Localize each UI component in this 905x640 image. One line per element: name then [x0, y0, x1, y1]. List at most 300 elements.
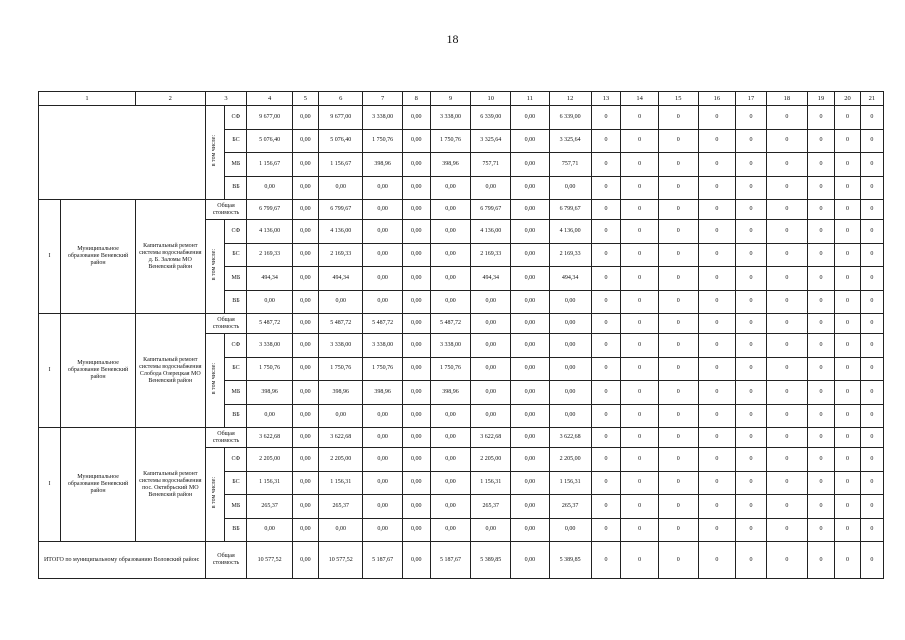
- value-cell: 265,37: [247, 495, 292, 519]
- header-cell: 17: [736, 92, 767, 106]
- value-cell: 0: [658, 243, 698, 267]
- value-cell: 0: [591, 314, 621, 334]
- total-label: Общая стоимость: [205, 314, 247, 334]
- value-cell: 0,00: [549, 357, 591, 381]
- value-cell: 0,00: [511, 542, 550, 579]
- value-cell: 0: [698, 471, 736, 495]
- value-cell: 0,00: [511, 495, 550, 519]
- value-cell: 0: [807, 153, 835, 177]
- value-cell: 0: [807, 129, 835, 153]
- value-cell: 0: [736, 220, 767, 244]
- value-cell: 9 677,00: [319, 106, 363, 130]
- municipality-cell: Муниципальное образование Веневский район: [61, 200, 136, 314]
- object-name-cell: Капитальный ремонт системы водоснабжения пос. Октябрьский МО Веневский район: [136, 428, 205, 542]
- value-cell: 0,00: [292, 428, 318, 448]
- value-cell: 0: [766, 129, 807, 153]
- value-cell: 0,00: [511, 106, 550, 130]
- value-cell: 0,00: [402, 542, 430, 579]
- value-cell: 0,00: [363, 518, 403, 542]
- value-cell: 0: [860, 471, 883, 495]
- value-cell: 0: [807, 357, 835, 381]
- value-cell: 0: [621, 518, 659, 542]
- fund-label: СФ: [225, 106, 247, 130]
- fund-label: БС: [225, 243, 247, 267]
- municipality-cell: Муниципальное образование Веневский район: [61, 428, 136, 542]
- value-cell: 0,00: [430, 471, 471, 495]
- value-cell: 0,00: [511, 381, 550, 405]
- value-cell: 5 389,85: [471, 542, 511, 579]
- value-cell: 0: [621, 267, 659, 291]
- value-cell: 0: [736, 334, 767, 358]
- value-cell: 0: [591, 243, 621, 267]
- value-cell: 0: [621, 314, 659, 334]
- value-cell: 4 136,00: [247, 220, 292, 244]
- value-cell: 0: [766, 381, 807, 405]
- value-cell: 3 338,00: [363, 106, 403, 130]
- value-cell: 757,71: [471, 153, 511, 177]
- value-cell: 0,00: [430, 290, 471, 314]
- value-cell: 0: [766, 243, 807, 267]
- value-cell: 0: [621, 153, 659, 177]
- value-cell: 265,37: [319, 495, 363, 519]
- value-cell: 0: [658, 448, 698, 472]
- value-cell: 0: [698, 153, 736, 177]
- value-cell: 6 799,67: [549, 200, 591, 220]
- value-cell: 1 750,76: [430, 129, 471, 153]
- fund-label: БС: [225, 129, 247, 153]
- value-cell: 0,00: [549, 290, 591, 314]
- subtitle-text: в том числе:: [211, 249, 218, 281]
- value-cell: 0: [807, 404, 835, 428]
- item-number: I: [39, 200, 61, 314]
- value-cell: 0: [736, 428, 767, 448]
- value-cell: 0,00: [363, 176, 403, 200]
- value-cell: 0,00: [402, 357, 430, 381]
- value-cell: 0: [591, 495, 621, 519]
- value-cell: 0,00: [511, 176, 550, 200]
- value-cell: 5 076,40: [319, 129, 363, 153]
- fund-label: БС: [225, 357, 247, 381]
- value-cell: 0: [658, 200, 698, 220]
- value-cell: 0: [736, 471, 767, 495]
- value-cell: 2 169,33: [247, 243, 292, 267]
- item-number: I: [39, 428, 61, 542]
- fund-label: ВБ: [225, 290, 247, 314]
- header-cell: 2: [136, 92, 205, 106]
- value-cell: 0: [658, 471, 698, 495]
- value-cell: 0,00: [430, 428, 471, 448]
- value-cell: 0,00: [511, 357, 550, 381]
- value-cell: 4 136,00: [549, 220, 591, 244]
- page-number: 18: [446, 32, 459, 46]
- value-cell: 0: [860, 243, 883, 267]
- total-label: Общая стоимость: [205, 428, 247, 448]
- value-cell: 0,00: [430, 495, 471, 519]
- header-cell: 15: [658, 92, 698, 106]
- value-cell: 0,00: [511, 200, 550, 220]
- value-cell: 0,00: [549, 404, 591, 428]
- value-cell: 0: [698, 200, 736, 220]
- value-cell: 3 622,68: [247, 428, 292, 448]
- value-cell: 3 338,00: [363, 334, 403, 358]
- header-cell: 6: [319, 92, 363, 106]
- value-cell: 0: [835, 243, 860, 267]
- value-cell: 0: [736, 314, 767, 334]
- value-cell: 0,00: [471, 518, 511, 542]
- value-cell: 0: [807, 518, 835, 542]
- value-cell: 0: [860, 404, 883, 428]
- value-cell: 0: [658, 518, 698, 542]
- value-cell: 0: [835, 106, 860, 130]
- value-cell: 0: [807, 314, 835, 334]
- value-cell: 0: [860, 129, 883, 153]
- value-cell: 0: [658, 542, 698, 579]
- value-cell: 0,00: [363, 471, 403, 495]
- value-cell: 0,00: [402, 334, 430, 358]
- value-cell: 0: [835, 471, 860, 495]
- header-cell: 13: [591, 92, 621, 106]
- value-cell: 0: [591, 334, 621, 358]
- value-cell: 0: [658, 290, 698, 314]
- value-cell: 0: [621, 404, 659, 428]
- value-cell: 0: [766, 518, 807, 542]
- value-cell: 0: [807, 220, 835, 244]
- header-cell: 11: [511, 92, 550, 106]
- value-cell: 398,96: [247, 381, 292, 405]
- value-cell: 0: [860, 290, 883, 314]
- value-cell: 0,00: [511, 518, 550, 542]
- value-cell: 0: [766, 542, 807, 579]
- value-cell: 0,00: [247, 290, 292, 314]
- value-cell: 0: [658, 129, 698, 153]
- value-cell: 3 338,00: [430, 106, 471, 130]
- value-cell: 0: [621, 448, 659, 472]
- value-cell: 0: [658, 267, 698, 291]
- value-cell: 10 577,52: [247, 542, 292, 579]
- header-cell: 8: [402, 92, 430, 106]
- value-cell: 0: [591, 106, 621, 130]
- value-cell: 0,00: [292, 404, 318, 428]
- value-cell: 0,00: [363, 404, 403, 428]
- value-cell: 0: [698, 290, 736, 314]
- value-cell: 0,00: [292, 243, 318, 267]
- municipality-cell: Муниципальное образование Веневский район: [61, 314, 136, 428]
- value-cell: 0: [860, 200, 883, 220]
- value-cell: 3 622,68: [471, 428, 511, 448]
- value-cell: 0: [698, 267, 736, 291]
- value-cell: 0: [860, 448, 883, 472]
- value-cell: 0,00: [402, 243, 430, 267]
- value-cell: 0,00: [402, 381, 430, 405]
- value-cell: 0: [766, 200, 807, 220]
- value-cell: 0,00: [292, 448, 318, 472]
- value-cell: 0: [591, 428, 621, 448]
- value-cell: 0: [835, 153, 860, 177]
- value-cell: 0: [860, 153, 883, 177]
- value-cell: 0,00: [402, 290, 430, 314]
- value-cell: 0,00: [430, 176, 471, 200]
- value-cell: 0: [807, 290, 835, 314]
- value-cell: 0: [766, 153, 807, 177]
- value-cell: 0: [736, 129, 767, 153]
- value-cell: 0,00: [511, 448, 550, 472]
- value-cell: 265,37: [549, 495, 591, 519]
- header-cell: 7: [363, 92, 403, 106]
- value-cell: 0,00: [292, 153, 318, 177]
- value-cell: 0: [807, 176, 835, 200]
- value-cell: 0: [835, 518, 860, 542]
- value-cell: 0: [621, 428, 659, 448]
- value-cell: 0: [835, 381, 860, 405]
- value-cell: 0,00: [292, 314, 318, 334]
- value-cell: 0,00: [511, 243, 550, 267]
- itogo-row: [39, 542, 884, 579]
- value-cell: 0: [621, 471, 659, 495]
- value-cell: 1 156,31: [549, 471, 591, 495]
- value-cell: 0: [766, 471, 807, 495]
- value-cell: 0: [736, 267, 767, 291]
- value-cell: 3 325,64: [549, 129, 591, 153]
- value-cell: 0: [698, 448, 736, 472]
- header-cell: 10: [471, 92, 511, 106]
- value-cell: 0,00: [430, 404, 471, 428]
- subtitle-cell: [205, 448, 225, 542]
- value-cell: 5 187,67: [363, 542, 403, 579]
- header-cell: 3: [205, 92, 247, 106]
- value-cell: 0: [591, 153, 621, 177]
- value-cell: 1 750,76: [430, 357, 471, 381]
- value-cell: 0: [621, 334, 659, 358]
- value-cell: 0: [736, 495, 767, 519]
- value-cell: 2 169,33: [471, 243, 511, 267]
- value-cell: 0: [807, 495, 835, 519]
- value-cell: 0: [698, 542, 736, 579]
- header-cell: 5: [292, 92, 318, 106]
- subtitle-cell: [205, 220, 225, 314]
- value-cell: 0: [621, 220, 659, 244]
- value-cell: 0: [766, 404, 807, 428]
- fund-label: СФ: [225, 448, 247, 472]
- value-cell: 0,00: [363, 243, 403, 267]
- value-cell: 5 487,72: [430, 314, 471, 334]
- value-cell: 0: [658, 334, 698, 358]
- value-cell: 0: [698, 357, 736, 381]
- value-cell: 6 799,67: [247, 200, 292, 220]
- value-cell: 398,96: [363, 153, 403, 177]
- value-cell: 0: [621, 106, 659, 130]
- value-cell: 0,00: [247, 176, 292, 200]
- value-cell: 0: [698, 106, 736, 130]
- value-cell: 0,00: [247, 404, 292, 428]
- value-cell: 0,00: [471, 176, 511, 200]
- fund-label: ВБ: [225, 176, 247, 200]
- value-cell: 0: [658, 357, 698, 381]
- value-cell: 0,00: [363, 267, 403, 291]
- header-cell: 9: [430, 92, 471, 106]
- value-cell: 0: [736, 153, 767, 177]
- object-name-cell: Капитальный ремонт системы водоснабжения д. Б. Заломы МО Веневский район: [136, 200, 205, 314]
- value-cell: 0: [807, 381, 835, 405]
- value-cell: 1 750,76: [247, 357, 292, 381]
- value-cell: 3 622,68: [549, 428, 591, 448]
- value-cell: 0: [835, 267, 860, 291]
- value-cell: 0,00: [511, 471, 550, 495]
- value-cell: 0: [807, 243, 835, 267]
- value-cell: 1 156,31: [471, 471, 511, 495]
- value-cell: 0: [736, 106, 767, 130]
- value-cell: 265,37: [471, 495, 511, 519]
- value-cell: 0: [860, 495, 883, 519]
- value-cell: 0,00: [549, 334, 591, 358]
- value-cell: 0: [860, 314, 883, 334]
- value-cell: 0: [658, 176, 698, 200]
- value-cell: 4 136,00: [319, 220, 363, 244]
- value-cell: 0: [807, 267, 835, 291]
- value-cell: 1 750,76: [363, 129, 403, 153]
- value-cell: 0,00: [292, 106, 318, 130]
- fund-label: МБ: [225, 495, 247, 519]
- value-cell: 0,00: [402, 518, 430, 542]
- value-cell: 0,00: [430, 220, 471, 244]
- value-cell: 0,00: [511, 129, 550, 153]
- subtitle-cell: [205, 334, 225, 428]
- value-cell: 0: [835, 357, 860, 381]
- value-cell: 0: [698, 334, 736, 358]
- value-cell: 0: [658, 153, 698, 177]
- item-number: I: [39, 314, 61, 428]
- value-cell: 0: [621, 243, 659, 267]
- value-cell: 0: [835, 129, 860, 153]
- financing-table: [38, 91, 884, 579]
- header-cell: 18: [766, 92, 807, 106]
- value-cell: 0: [736, 357, 767, 381]
- object-name-cell: Капитальный ремонт системы водоснабжения Слобода Озерецкая МО Веневский район: [136, 314, 205, 428]
- value-cell: 0: [698, 495, 736, 519]
- value-cell: 0: [860, 428, 883, 448]
- header-cell: 4: [247, 92, 292, 106]
- value-cell: 0: [658, 404, 698, 428]
- value-cell: 0,00: [402, 314, 430, 334]
- value-cell: 0: [766, 314, 807, 334]
- value-cell: 0,00: [511, 220, 550, 244]
- value-cell: 0: [835, 542, 860, 579]
- value-cell: 0,00: [511, 404, 550, 428]
- value-cell: 0: [736, 381, 767, 405]
- value-cell: 0: [835, 495, 860, 519]
- value-cell: 0: [860, 381, 883, 405]
- fund-label: МБ: [225, 153, 247, 177]
- value-cell: 0: [736, 448, 767, 472]
- value-cell: 0: [698, 381, 736, 405]
- value-cell: 0,00: [511, 267, 550, 291]
- total-row: [39, 314, 884, 334]
- value-cell: 0,00: [402, 428, 430, 448]
- total-row: [39, 428, 884, 448]
- value-cell: 0,00: [511, 290, 550, 314]
- value-cell: 0: [658, 106, 698, 130]
- value-cell: 4 136,00: [471, 220, 511, 244]
- value-cell: 0: [698, 404, 736, 428]
- value-cell: 0: [658, 314, 698, 334]
- value-cell: 0,00: [292, 334, 318, 358]
- subtitle-text: в том числе:: [211, 135, 218, 167]
- value-cell: 0: [591, 200, 621, 220]
- value-cell: 0: [736, 404, 767, 428]
- value-cell: 0: [698, 314, 736, 334]
- value-cell: 0,00: [511, 153, 550, 177]
- value-cell: 0,00: [471, 381, 511, 405]
- value-cell: 398,96: [363, 381, 403, 405]
- value-cell: 0,00: [363, 220, 403, 244]
- value-cell: 0,00: [292, 357, 318, 381]
- value-cell: 0,00: [430, 518, 471, 542]
- total-row: [39, 200, 884, 220]
- value-cell: 3 338,00: [319, 334, 363, 358]
- value-cell: 494,34: [549, 267, 591, 291]
- value-cell: 0: [591, 448, 621, 472]
- value-cell: 0: [698, 518, 736, 542]
- value-cell: 0,00: [511, 314, 550, 334]
- value-cell: 0: [621, 290, 659, 314]
- value-cell: 0: [658, 495, 698, 519]
- value-cell: 0: [835, 428, 860, 448]
- value-cell: 5 487,72: [247, 314, 292, 334]
- value-cell: 0: [860, 357, 883, 381]
- value-cell: 0,00: [292, 518, 318, 542]
- value-cell: 2 205,00: [471, 448, 511, 472]
- value-cell: 0: [658, 220, 698, 244]
- value-cell: 494,34: [471, 267, 511, 291]
- value-cell: 398,96: [319, 381, 363, 405]
- value-cell: 0: [766, 428, 807, 448]
- fund-label: СФ: [225, 334, 247, 358]
- value-cell: 5 187,67: [430, 542, 471, 579]
- value-cell: 0,00: [430, 243, 471, 267]
- value-cell: 0: [698, 129, 736, 153]
- value-cell: 3 325,64: [471, 129, 511, 153]
- value-cell: 0,00: [402, 448, 430, 472]
- value-cell: 9 677,00: [247, 106, 292, 130]
- value-cell: 0: [766, 495, 807, 519]
- itogo-total-label: Общая стоимость: [205, 542, 247, 579]
- fund-label: ВБ: [225, 404, 247, 428]
- value-cell: 0,00: [402, 495, 430, 519]
- value-cell: 0,00: [471, 290, 511, 314]
- value-cell: 0,00: [402, 404, 430, 428]
- value-cell: 0: [807, 428, 835, 448]
- value-cell: 0: [591, 518, 621, 542]
- value-cell: 0: [860, 334, 883, 358]
- value-cell: 2 169,33: [319, 243, 363, 267]
- fund-label: МБ: [225, 267, 247, 291]
- value-cell: 0,00: [363, 290, 403, 314]
- value-cell: 0,00: [292, 129, 318, 153]
- subtitle-text: в том числе:: [211, 477, 218, 509]
- value-cell: 0: [658, 428, 698, 448]
- value-cell: 0: [860, 176, 883, 200]
- value-cell: 0: [835, 220, 860, 244]
- value-cell: 0: [621, 542, 659, 579]
- value-cell: 0,00: [471, 357, 511, 381]
- value-cell: 0,00: [319, 290, 363, 314]
- value-cell: 2 205,00: [319, 448, 363, 472]
- value-cell: 0: [736, 542, 767, 579]
- value-cell: 0,00: [471, 334, 511, 358]
- value-cell: 0,00: [363, 200, 403, 220]
- value-cell: 0,00: [471, 404, 511, 428]
- header-row: [39, 92, 884, 106]
- value-cell: 0: [766, 290, 807, 314]
